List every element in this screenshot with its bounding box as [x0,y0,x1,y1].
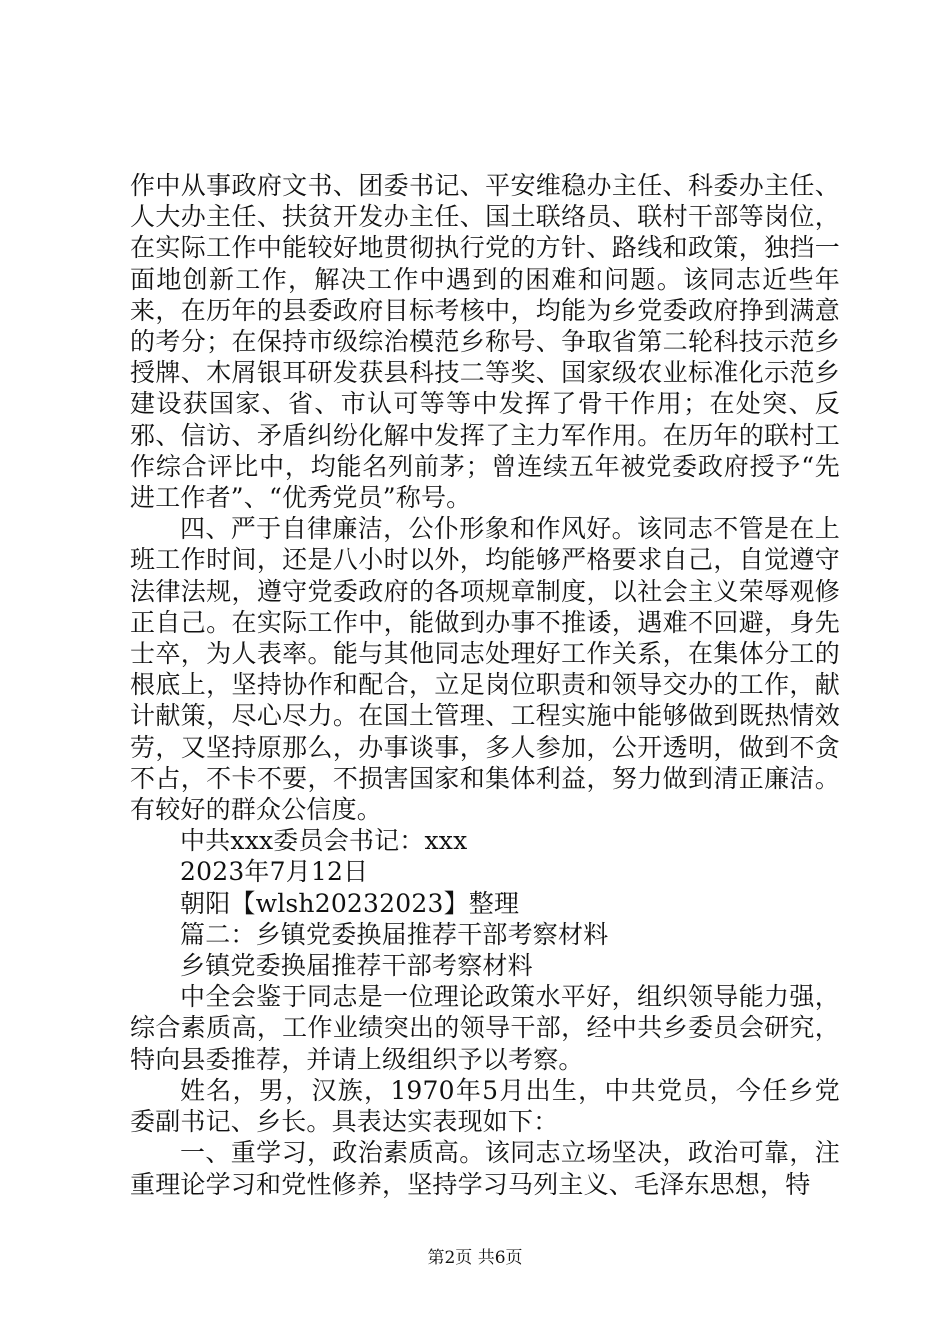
paragraph: 四、严于自律廉洁，公仆形象和作风好。该同志不管是在上班工作时间，还是八小时以外，均能够严格要求自己，自觉遵守法律法规，遵守党委政府的各项规章制度，以社会主义荣辱观修正自己。在实际工作中，能做到办事不推诿，遇难不回避，身先士卒，为人表率。能与其他同志处理好工作关系，在集体分工的根底上，坚持协作和配合，立足岗位职责和领导交办的工作，献计献策，尽心尽力。在国土管理、工程实施中能够做到既热情效劳，又坚持原那么，办事谈事，多人参加，公开透明，做到不贪不占，不卡不要，不损害国家和集体利益，努力做到清正廉洁。有较好的群众公信度。 [130,514,840,825]
compiler-note: 朝阳【wlsh20232023】整理 [180,888,520,918]
page-number: 第2页 共6页 [427,1248,523,1268]
paragraph: 姓名，男，汉族，1970年5月出生，中共党员，今任乡党委副书记、乡长。具表达实表现如下： [130,1075,840,1137]
paragraph: 中全会鉴于同志是一位理论政策水平好，组织领导能力强，综合素质高，工作业绩突出的领导干部，经中共乡委员会研究，特向县委推荐，并请上级组织予以考察。 [130,982,840,1074]
section-heading: 篇二：乡镇党委换届推荐干部考察材料 [180,919,609,949]
paragraph: 一、重学习，政治素质高。该同志立场坚决，政治可靠，注重理论学习和党性修养，坚持学习马列主义、毛泽东思想，特 [130,1138,840,1199]
section-title: 乡镇党委换届推荐干部考察材料 [180,951,533,981]
date-line: 2023年7月12日 [180,857,369,887]
page-footer [0,1243,950,1268]
document-body [130,170,840,1200]
paragraph: 作中从事政府文书、团委书记、平安维稳办主任、科委办主任、人大办主任、扶贫开发办主任、国土联络员、联村干部等岗位，在实际工作中能较好地贯彻执行党的方针、路线和政策，独挡一面地创新工作，解决工作中遇到的困难和问题。该同志近些年来，在历年的县委政府目标考核中，均能为乡党委政府挣到满意的考分；在保持市级综治模范乡称号、争取省第二轮科技示范乡授牌、木屑银耳研发获县科技二等奖、国家级农业标准化示范乡建设获国家、省、市认可等等中发挥了骨干作用；在处突、反邪、信访、矛盾纠纷化解中发挥了主力军作用。在历年的联村工作综合评比中，均能名列前茅；曾连续五年被党委政府授予“先进工作者”、“优秀党员”称号。 [130,171,840,513]
signature-line: 中共xxx委员会书记：xxx [180,826,468,856]
